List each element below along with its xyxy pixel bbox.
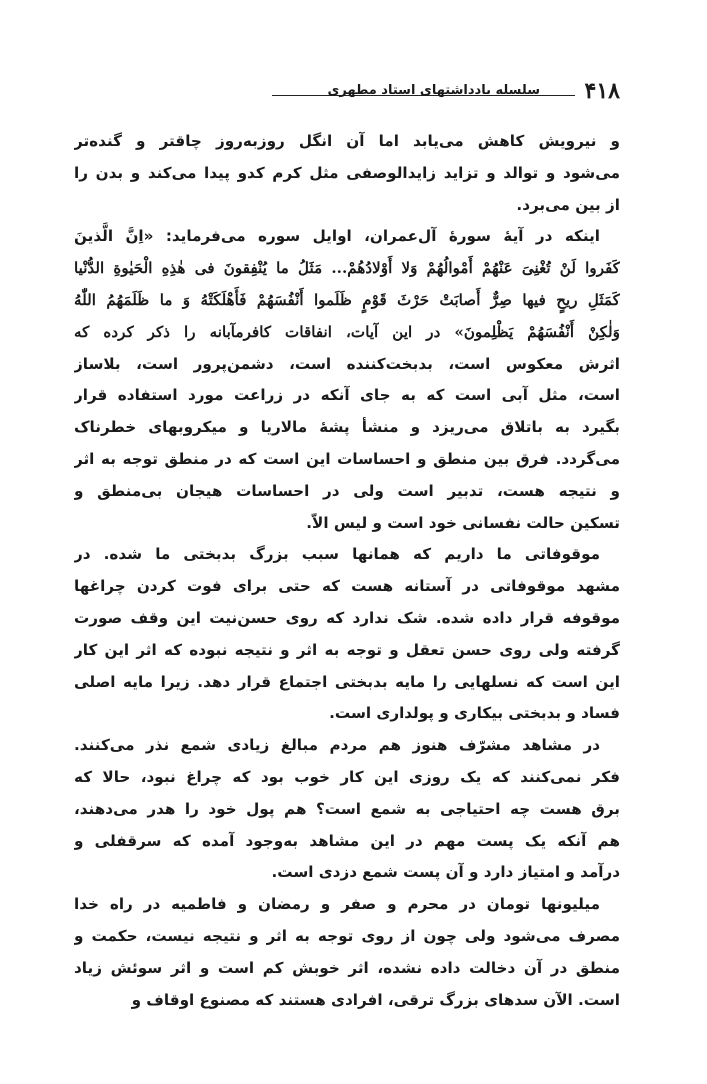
text-line: برق هست چه احتیاجی به شمع است؟ هم پول خود را هدر می‌دهند، bbox=[74, 799, 620, 818]
page-number: ۴۱۸ bbox=[584, 78, 620, 104]
text-line: می‌شود و توالد و تزاید زایدالوصفی مثل کرم کدو پیدا می‌کند و بدن را bbox=[74, 163, 620, 182]
text-line: از بین می‌برد. bbox=[516, 195, 620, 214]
text-line: هم آنکه یک پست مهم در این مشاهد به‌وجود آمده که سرقفلی و bbox=[74, 831, 620, 850]
text-line: و نیرویش کاهش می‌یابد اما آن انگل روزبه‌روز چاقتر و گنده‌تر bbox=[74, 132, 620, 150]
text-line: منطق در آن دخالت داده نشده، اثر خوبش کم است و اثر سوئش زیاد bbox=[74, 958, 620, 977]
paragraph bbox=[74, 889, 620, 1016]
paragraph bbox=[74, 539, 620, 730]
text-line: موقوفه قرار داده شده. شک ندارد که روی حسن‌نیت این وقف صورت bbox=[74, 608, 620, 627]
text-line: بگیرد به باتلاق می‌ریزد و منشأ پشهٔ مالاریا و میکروبهای خطرناک bbox=[74, 418, 620, 437]
text-line: موقوفاتی ما داریم که همانها سبب بزرگ بدبختی ما شده. در bbox=[74, 545, 600, 564]
text-line: کَفَروا لَنْ تُغْنِیَ عَنْهُمْ أَمْوالُهُمْ وَلا أَوْلادُهُمْ... مَثَلُ ما یُنْفِقونَ فی هٰذِهِ الْحَیٰوةِ الدُّنْیا bbox=[74, 259, 620, 278]
text-line: وَلٰکِنْ أَنْفُسَهُمْ یَظْلِمونَ» در این آیات، انفاقات کافرمآبانه را ذکر کرده که bbox=[74, 322, 620, 341]
text-line: و نتیجه هست، تدبیر است ولی در احساسات هیجان بی‌منطق و bbox=[74, 481, 620, 500]
paragraph bbox=[74, 221, 620, 539]
text-line: می‌گردد. فرق بین منطق و احساسات این است که در منطق توجه به اثر bbox=[74, 449, 620, 468]
text-line: در مشاهد مشرّف هنوز هم مردم مبالغ زیادی شمع نذر می‌کنند. bbox=[74, 736, 600, 755]
text-line: اینکه در آیهٔ سورهٔ آل‌عمران، اوایل سوره می‌فرماید: «اِنَّ الَّذینَ bbox=[74, 227, 600, 246]
text-line: کَمَثَلِ ریحٍ فیها صِرٌّ أَصابَتْ حَرْثَ قَوْمٍ ظَلَموا أَنْفُسَهُمْ فَأَهْلَکَتْهُ وَ ما ظَلَمَهُمُ اللّٰهُ bbox=[74, 290, 620, 309]
paragraph bbox=[74, 126, 620, 221]
text-line: گرفته ولی روی حسن تعقل و توجه به اثر و نتیجه نبوده که اثر این کار bbox=[74, 640, 620, 659]
text-line: درآمد و امتیاز دارد و آن پست شمع دزدی است. bbox=[271, 863, 620, 882]
text-line: مشهد موقوفاتی در آستانه هست که حتی برای فوت کردن چراغها bbox=[74, 577, 620, 596]
text-line: است، مثل آبی است که به جای آنکه در زراعت مورد استفاده قرار bbox=[74, 386, 620, 405]
text-line: است. الآن سدهای بزرگ ترقی، افرادی هستند که مصنوع اوقاف و bbox=[131, 990, 620, 1009]
page-header bbox=[72, 78, 620, 108]
body-text bbox=[74, 126, 620, 1016]
paragraph bbox=[74, 730, 620, 889]
running-title: سلسله یادداشتهای استاد مطهری bbox=[327, 83, 540, 98]
text-line: میلیونها تومان در محرم و صفر و رمضان و فاطمیه در راه خدا bbox=[74, 895, 600, 914]
text-line: تسکین حالت نفسانی خود است و لیس الاّ. bbox=[306, 513, 620, 532]
text-line: فکر نمی‌کنند که یک روزی این کار خوب بود که چراغ نبود، حالا که bbox=[74, 767, 620, 786]
text-line: این است که نسلهایی را مایه بدبختی اجتماع قرار دهد. زیرا مایه اصلی bbox=[74, 672, 620, 691]
text-line: مصرف می‌شود ولی چون از روی توجه به اثر و نتیجه نیست، حکمت و bbox=[74, 926, 620, 945]
text-line: فساد و بدبختی بیکاری و پولداری است. bbox=[329, 704, 620, 723]
text-line: اثرش معکوس است، بدبخت‌کننده است، دشمن‌پرور است، بلاساز bbox=[74, 354, 620, 373]
